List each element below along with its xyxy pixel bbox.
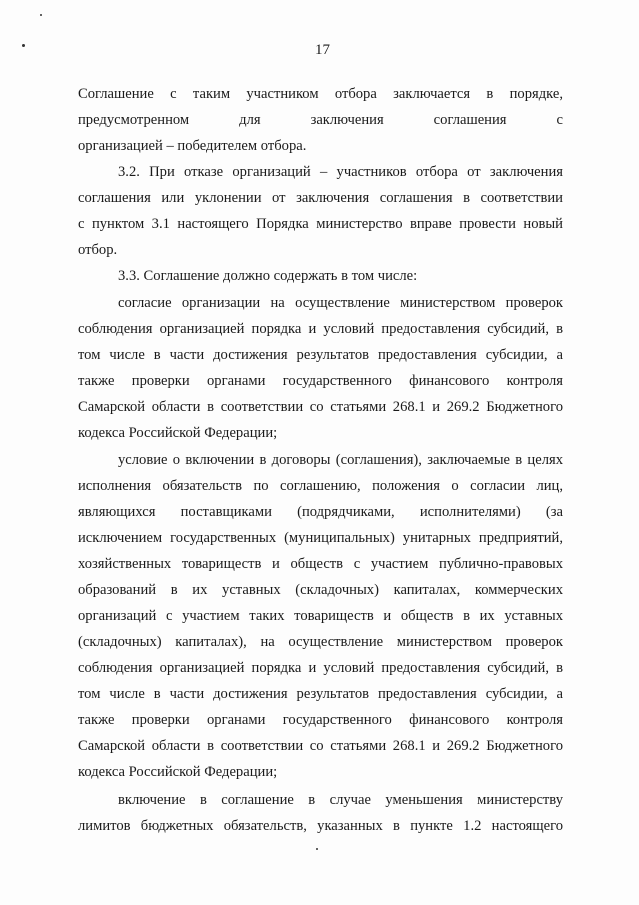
text-line: образований в их уставных (складочных) капиталах, коммерческих — [78, 582, 563, 598]
text-line: организацией – победителем отбора. — [78, 138, 307, 154]
text-line: условие о включении в договоры (соглашения), заключаемые в целях — [118, 452, 563, 468]
text-line: Самарской области в соответствии со статьями 268.1 и 269.2 Бюджетного — [78, 399, 563, 415]
text-line: том числе в части достижения результатов предоставления субсидии, а — [78, 347, 563, 363]
text-line: соглашения или уклонении от заключения соглашения в соответствии — [78, 190, 563, 206]
text-line: отбор. — [78, 242, 118, 258]
text-line: 3.3. Соглашение должно содержать в том числе: — [118, 268, 418, 284]
text-line: также проверки органами государственного финансового контроля — [78, 712, 563, 728]
text-line: Самарской области в соответствии со статьями 268.1 и 269.2 Бюджетного — [78, 738, 563, 754]
text-line: кодекса Российской Федерации; — [78, 425, 278, 441]
text-line: являющихся поставщиками (подрядчиками, исполнителями) (за — [78, 504, 563, 520]
scan-speck — [40, 14, 42, 16]
text-line: соблюдения организацией порядка и условий предоставления субсидий, в — [78, 660, 563, 676]
text-line: организаций с участием таких товариществ и обществ в их уставных — [78, 608, 563, 624]
text-line: лимитов бюджетных обязательств, указанных в пункте 1.2 настоящего — [78, 818, 563, 834]
text-line: включение в соглашение в случае уменьшения министерству — [118, 792, 563, 808]
page-number: 17 — [315, 42, 330, 58]
text-line: исключением государственных (муниципальных) унитарных предприятий, — [78, 530, 563, 546]
text-line: соблюдения организацией порядка и условий предоставления субсидий, в — [78, 321, 563, 337]
text-line: кодекса Российской Федерации; — [78, 764, 278, 780]
text-line: исполнения обязательств по соглашению, положения о согласии лиц, — [78, 478, 563, 494]
text-line: также проверки органами государственного финансового контроля — [78, 373, 563, 389]
text-line: предусмотренном для заключения соглашения с — [78, 112, 563, 128]
text-line: том числе в части достижения результатов предоставления субсидии, а — [78, 686, 563, 702]
text-line: согласие организации на осуществление министерством проверок — [118, 295, 563, 311]
scan-speck — [316, 848, 318, 850]
text-line: Соглашение с таким участником отбора заключается в порядке, — [78, 86, 563, 102]
text-line: 3.2. При отказе организаций – участников отбора от заключения — [118, 164, 563, 180]
text-line: хозяйственных товариществ и обществ с участием публично-правовых — [78, 556, 563, 572]
text-line: (складочных) капиталах), на осуществление министерством проверок — [78, 634, 563, 650]
text-line: с пунктом 3.1 настоящего Порядка министерство вправе провести новый — [78, 216, 563, 232]
